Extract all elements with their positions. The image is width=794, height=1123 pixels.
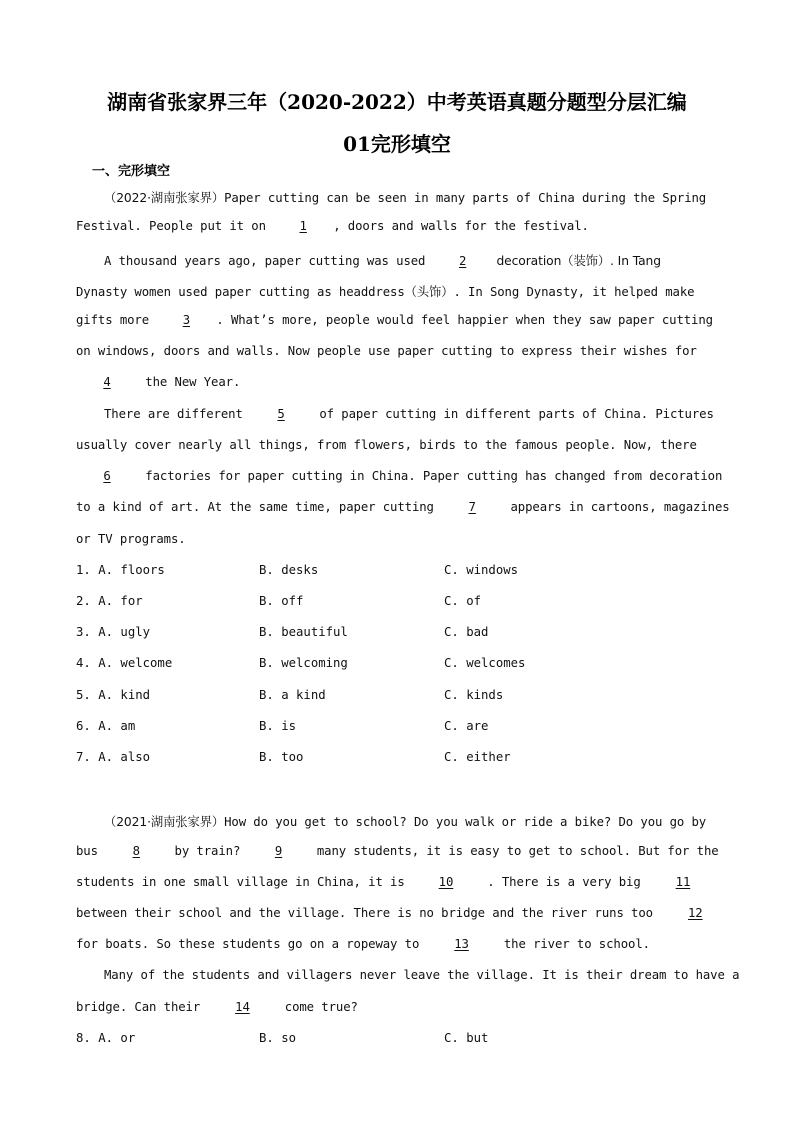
option-a: 5. A. kind (76, 688, 151, 702)
option-c: C. either (444, 750, 511, 764)
blank-11: 11 (675, 875, 691, 889)
passage1-line: usually cover nearly all things, from flowers, birds to the famous people. Now, there (76, 438, 697, 452)
passage2-line: Many of the students and villagers never leave the village. It is their dream to have a (104, 968, 740, 982)
passage1-line: （2022·湖南张家界）Paper cutting can be seen in many parts of China during the Spring (104, 191, 707, 205)
option-a: 7. A. also (76, 750, 151, 764)
passage2-line: for boats. So these students go on a ropeway to 13 the river to school. (76, 937, 650, 951)
option-b: B. so (259, 1031, 297, 1045)
blank-4: 4 (103, 375, 111, 389)
option-a: 4. A. welcome (76, 656, 173, 670)
option-a: 1. A. floors (76, 563, 165, 577)
passage1-line: Dynasty women used paper cutting as headdress（头饰）. In Song Dynasty, it helped make (76, 285, 695, 299)
passage2-line: （2021·湖南张家界）How do you get to school? Do you walk or ride a bike? Do you go by (104, 815, 707, 829)
option-c: C. bad (444, 625, 489, 639)
section-heading: 一、完形填空 (92, 164, 171, 179)
passage1-line: on windows, doors and walls. Now people use paper cutting to express their wishes for (76, 344, 697, 358)
blank-6: 6 (103, 469, 111, 483)
option-b: B. a kind (259, 688, 326, 702)
option-c: C. are (444, 719, 489, 733)
option-b: B. off (259, 594, 304, 608)
passage-source: （2022·湖南张家界） (104, 191, 225, 205)
option-a: 2. A. for (76, 594, 143, 608)
blank-2: 2 (459, 254, 467, 268)
option-c: C. windows (444, 563, 519, 577)
blank-1: 1 (299, 219, 307, 233)
option-b: B. is (259, 719, 297, 733)
passage1-line: or TV programs. (76, 532, 186, 546)
passage1-line: gifts more 3 . What’s more, people would feel happier when they saw paper cutting (76, 313, 713, 327)
option-b: B. beautiful (259, 625, 348, 639)
option-b: B. welcoming (259, 656, 348, 670)
passage2-line: between their school and the village. There is no bridge and the river runs too 12 (76, 906, 730, 920)
passage1-line: 6 factories for paper cutting in China. Paper cutting has changed from decoration (76, 469, 722, 483)
passage1-line: A thousand years ago, paper cutting was used 2 decoration（装饰）. In Tang (104, 254, 661, 268)
passage-source: （2021·湖南张家界） (104, 815, 225, 829)
passage1-line: Festival. People put it on 1 , doors and walls for the festival. (76, 219, 589, 233)
passage1-line: to a kind of art. At the same time, paper cutting 7 appears in cartoons, magazines (76, 500, 730, 514)
option-b: B. desks (259, 563, 319, 577)
passage1-line: 4 the New Year. (76, 375, 240, 389)
option-c: C. but (444, 1031, 489, 1045)
passage2-line: bridge. Can their 14 come true? (76, 1000, 358, 1014)
option-c: C. welcomes (444, 656, 526, 670)
blank-9: 9 (274, 844, 283, 858)
blank-13: 13 (454, 937, 469, 951)
passage2-line: students in one small village in China, it is 10 . There is a very big 11 (76, 875, 718, 889)
option-c: C. of (444, 594, 482, 608)
document-subtitle: 01完形填空 (343, 132, 451, 156)
blank-5: 5 (277, 407, 285, 421)
blank-3: 3 (182, 313, 190, 327)
blank-12: 12 (687, 906, 703, 920)
option-a: 3. A. ugly (76, 625, 151, 639)
blank-14: 14 (235, 1000, 250, 1014)
document-title: 湖南省张家界三年（2020-2022）中考英语真题分题型分层汇编 (107, 90, 687, 114)
option-b: B. too (259, 750, 304, 764)
blank-7: 7 (468, 500, 476, 514)
option-a: 6. A. am (76, 719, 136, 733)
blank-10: 10 (438, 875, 454, 889)
blank-8: 8 (132, 844, 140, 858)
passage1-line: There are different 5 of paper cutting in different parts of China. Pictures (104, 407, 714, 421)
passage2-line: bus 8 by train? 9 many students, it is easy to get to school. But for the (76, 844, 719, 858)
option-a: 8. A. or (76, 1031, 136, 1045)
option-c: C. kinds (444, 688, 504, 702)
